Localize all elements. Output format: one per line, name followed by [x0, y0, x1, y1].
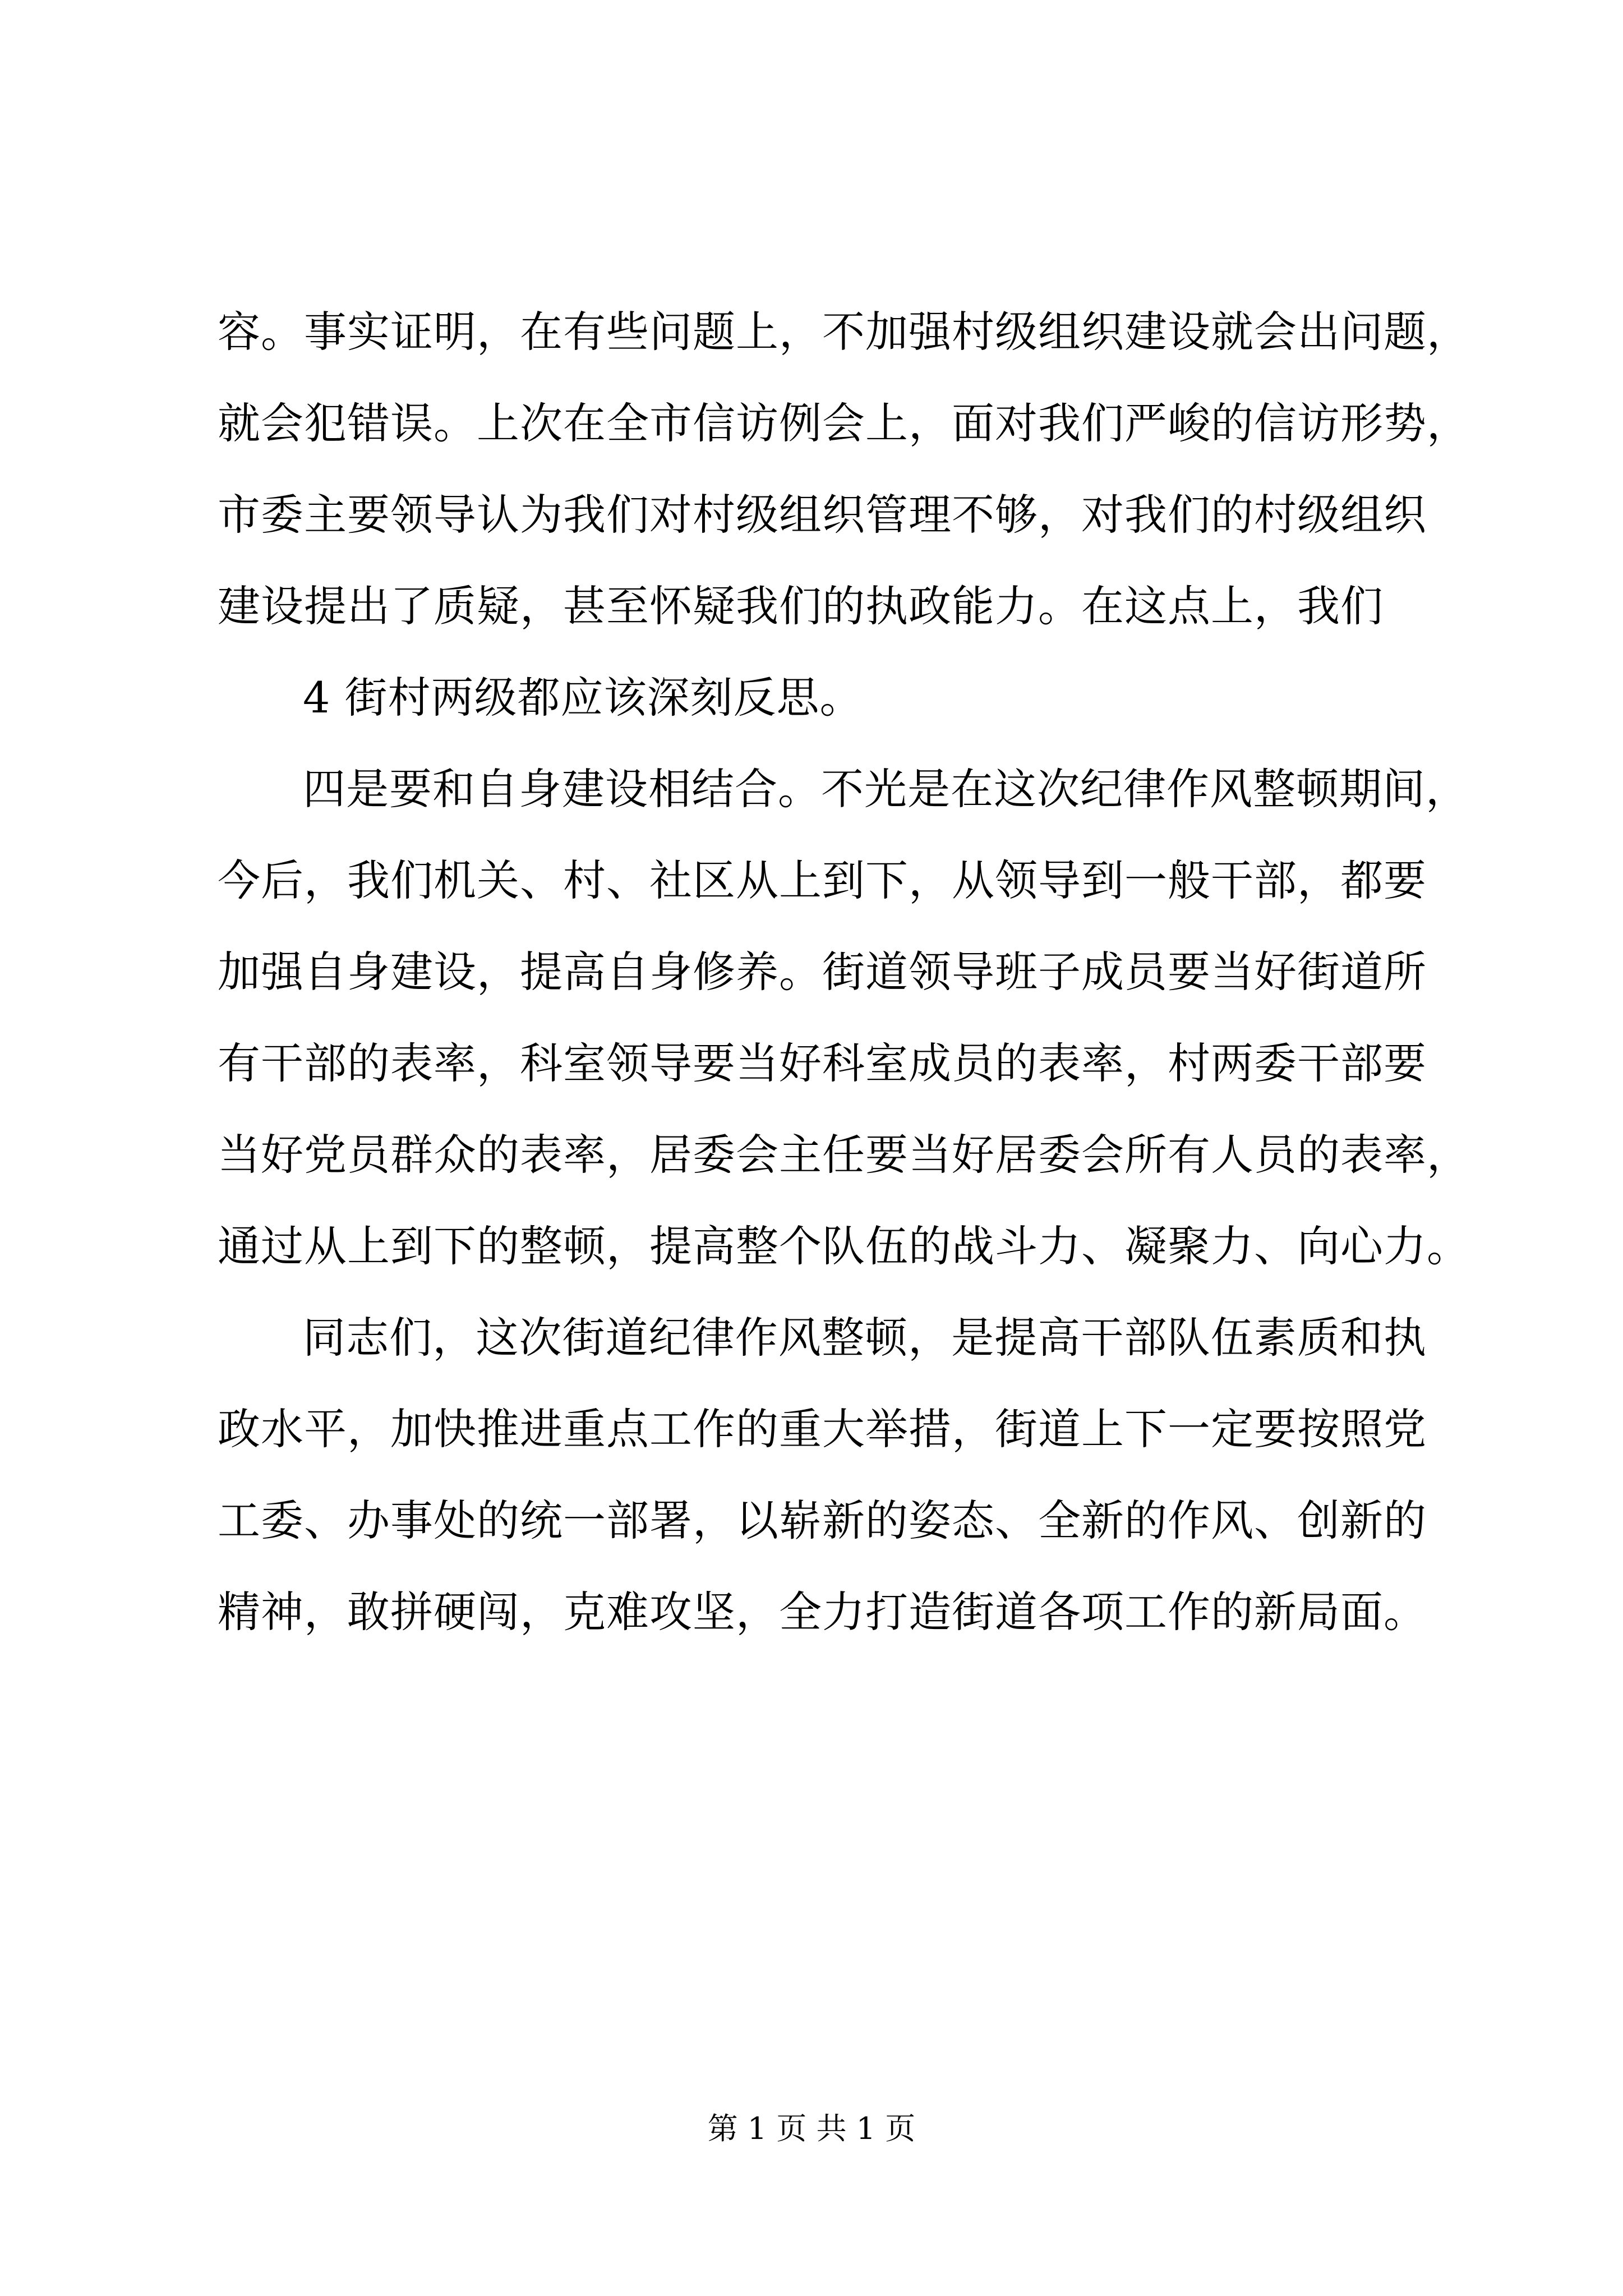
- text-line: 通过从上到下的整顿，提高整个队伍的战斗力、凝聚力、向心力。: [218, 1221, 1470, 1271]
- text-line: 政水平，加快推进重点工作的重大举措，街道上下一定要按照党: [218, 1404, 1427, 1454]
- text-line: 四是要和自身建设相结合。不光是在这次纪律作风整顿期间，: [303, 764, 1469, 814]
- paragraph-continuation: [218, 286, 1470, 652]
- paragraph-reflection: [218, 652, 1427, 743]
- page-footer: 第 1 页 共 1 页: [707, 2111, 916, 2146]
- text-line: 加强自身建设，提高自身修养。街道领导班子成员要当好街道所: [218, 947, 1427, 997]
- text-line: 当好党员群众的表率，居委会主任要当好居委会所有人员的表率，: [218, 1130, 1470, 1180]
- text-line: 4 街村两级都应该深刻反思。: [303, 673, 863, 723]
- text-line: 精神，敢拼硬闯，克难攻坚，全力打造街道各项工作的新局面。: [218, 1587, 1427, 1637]
- text-line: 有干部的表率，科室领导要当好科室成员的表率，村两委干部要: [218, 1038, 1427, 1088]
- text-line: 就会犯错误。上次在全市信访例会上，面对我们严峻的信访形势，: [218, 398, 1470, 448]
- text-line: 今后，我们机关、村、社区从上到下，从领导到一般干部，都要: [218, 855, 1427, 905]
- paragraph-self-building: [218, 743, 1470, 1292]
- text-line: 建设提出了质疑，甚至怀疑我们的执政能力。在这点上，我们: [218, 581, 1384, 631]
- document-body: [218, 286, 1470, 1658]
- paragraph-conclusion: [218, 1292, 1427, 1658]
- text-line: 市委主要领导认为我们对村级组织管理不够，对我们的村级组织: [218, 490, 1427, 540]
- text-line: 工委、办事处的统一部署，以崭新的姿态、全新的作风、创新的: [218, 1496, 1427, 1545]
- text-line: 同志们，这次街道纪律作风整顿，是提高干部队伍素质和执: [303, 1313, 1427, 1363]
- text-line: 容。事实证明，在有些问题上，不加强村级组织建设就会出问题，: [218, 307, 1470, 357]
